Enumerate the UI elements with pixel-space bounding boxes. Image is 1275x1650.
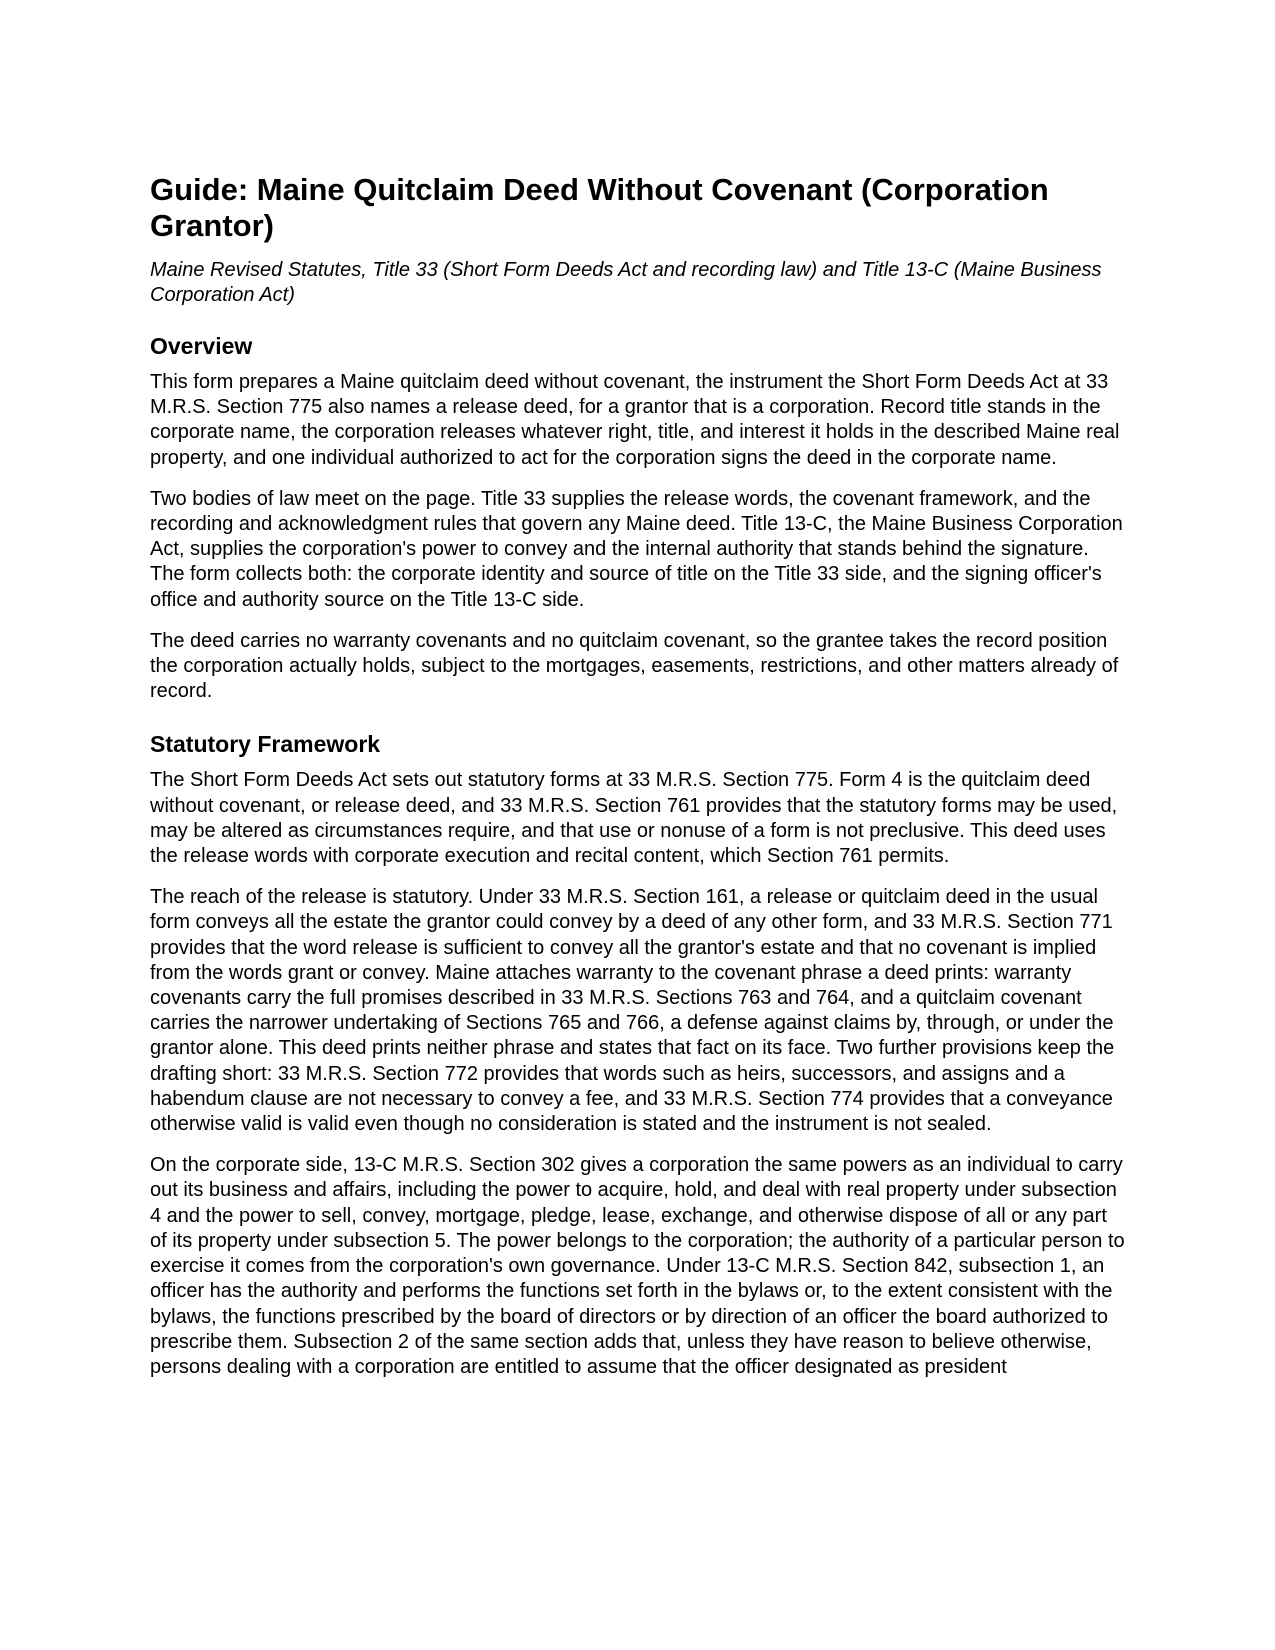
- section-statutory-framework: [150, 730, 1128, 1380]
- paragraph: The reach of the release is statutory. Under 33 M.R.S. Section 161, a release or quitclaim deed in the usual form conveys all the estate the grantor could convey by a deed of any other form, and 33 M.R.S. Section 771 provides that the word release is sufficient to convey all the grantor's estate and that no covenant is implied from the words grant or convey. Maine attaches warranty to the covenant phrase a deed prints: warranty covenants carry the full promises described in 33 M.R.S. Sections 763 and 764, and a quitclaim covenant carries the narrower undertaking of Sections 765 and 766, a defense against claims by, through, or under the grantor alone. This deed prints neither phrase and states that fact on its face. Two further provisions keep the drafting short: 33 M.R.S. Section 772 provides that words such as heirs, successors, and assigns and a habendum clause are not necessary to convey a fee, and 33 M.R.S. Section 774 provides that a conveyance otherwise valid is valid even though no consideration is stated and the instrument is not sealed.: [150, 886, 1115, 1136]
- section-overview: [150, 332, 1128, 704]
- document-title: Guide: Maine Quitclaim Deed Without Covenant (Corporation Grantor): [150, 172, 1049, 243]
- document-subtitle: Maine Revised Statutes, Title 33 (Short Form Deeds Act and recording law) and Title 13-C (Maine Business Corporation Act): [150, 259, 1102, 306]
- paragraph: Two bodies of law meet on the page. Title 33 supplies the release words, the covenant framework, and the recording and acknowledgment rules that govern any Maine deed. Title 13-C, the Maine Business Corporation Act, supplies the corporation's power to convey and the internal authority that stands behind the signature. The form collects both: the corporate identity and source of title on the Title 33 side, and the signing officer's office and authority source on the Title 13-C side.: [150, 487, 1123, 611]
- document-page: [150, 172, 1128, 1396]
- section-heading: Statutory Framework: [150, 731, 381, 758]
- section-heading: Overview: [150, 333, 253, 359]
- paragraph: The Short Form Deeds Act sets out statutory forms at 33 M.R.S. Section 775. Form 4 is the quitclaim deed without covenant, or release deed, and 33 M.R.S. Section 761 provides that the statutory forms may be used, may be altered as circumstances require, and that use or nonuse of a form is not preclusive. This deed uses the release words with corporate execution and recital content, which Section 761 permits.: [150, 769, 1118, 868]
- paragraph: This form prepares a Maine quitclaim deed without covenant, the instrument the Short Form Deeds Act at 33 M.R.S. Section 775 also names a release deed, for a grantor that is a corporation. Record title stands in the corporate name, the corporation releases whatever right, title, and interest it holds in the described Maine real property, and one individual authorized to act for the corporation signs the deed in the corporate name.: [150, 371, 1120, 469]
- paragraph: The deed carries no warranty covenants and no quitclaim covenant, so the grantee takes the record position the corporation actually holds, subject to the mortgages, easements, restrictions, and other matters already of record.: [150, 629, 1119, 703]
- paragraph: On the corporate side, 13-C M.R.S. Section 302 gives a corporation the same powers as an individual to carry out its business and affairs, including the power to acquire, hold, and deal with real property under subsection 4 and the power to sell, convey, mortgage, pledge, lease, exchange, and otherwise dispose of all or any part of its property under subsection 5. The power belongs to the corporation; the authority of a particular person to exercise it comes from the corporation's own governance. Under 13-C M.R.S. Section 842, subsection 1, an officer has the authority and performs the functions set forth in the bylaws or, to the extent consistent with the bylaws, the functions prescribed by the board of directors or by direction of an officer the board authorized to prescribe them. Subsection 2 of the same section adds that, unless they have reason to believe otherwise, persons dealing with a corporation are entitled to assume that the officer designated as president: [150, 1154, 1125, 1378]
